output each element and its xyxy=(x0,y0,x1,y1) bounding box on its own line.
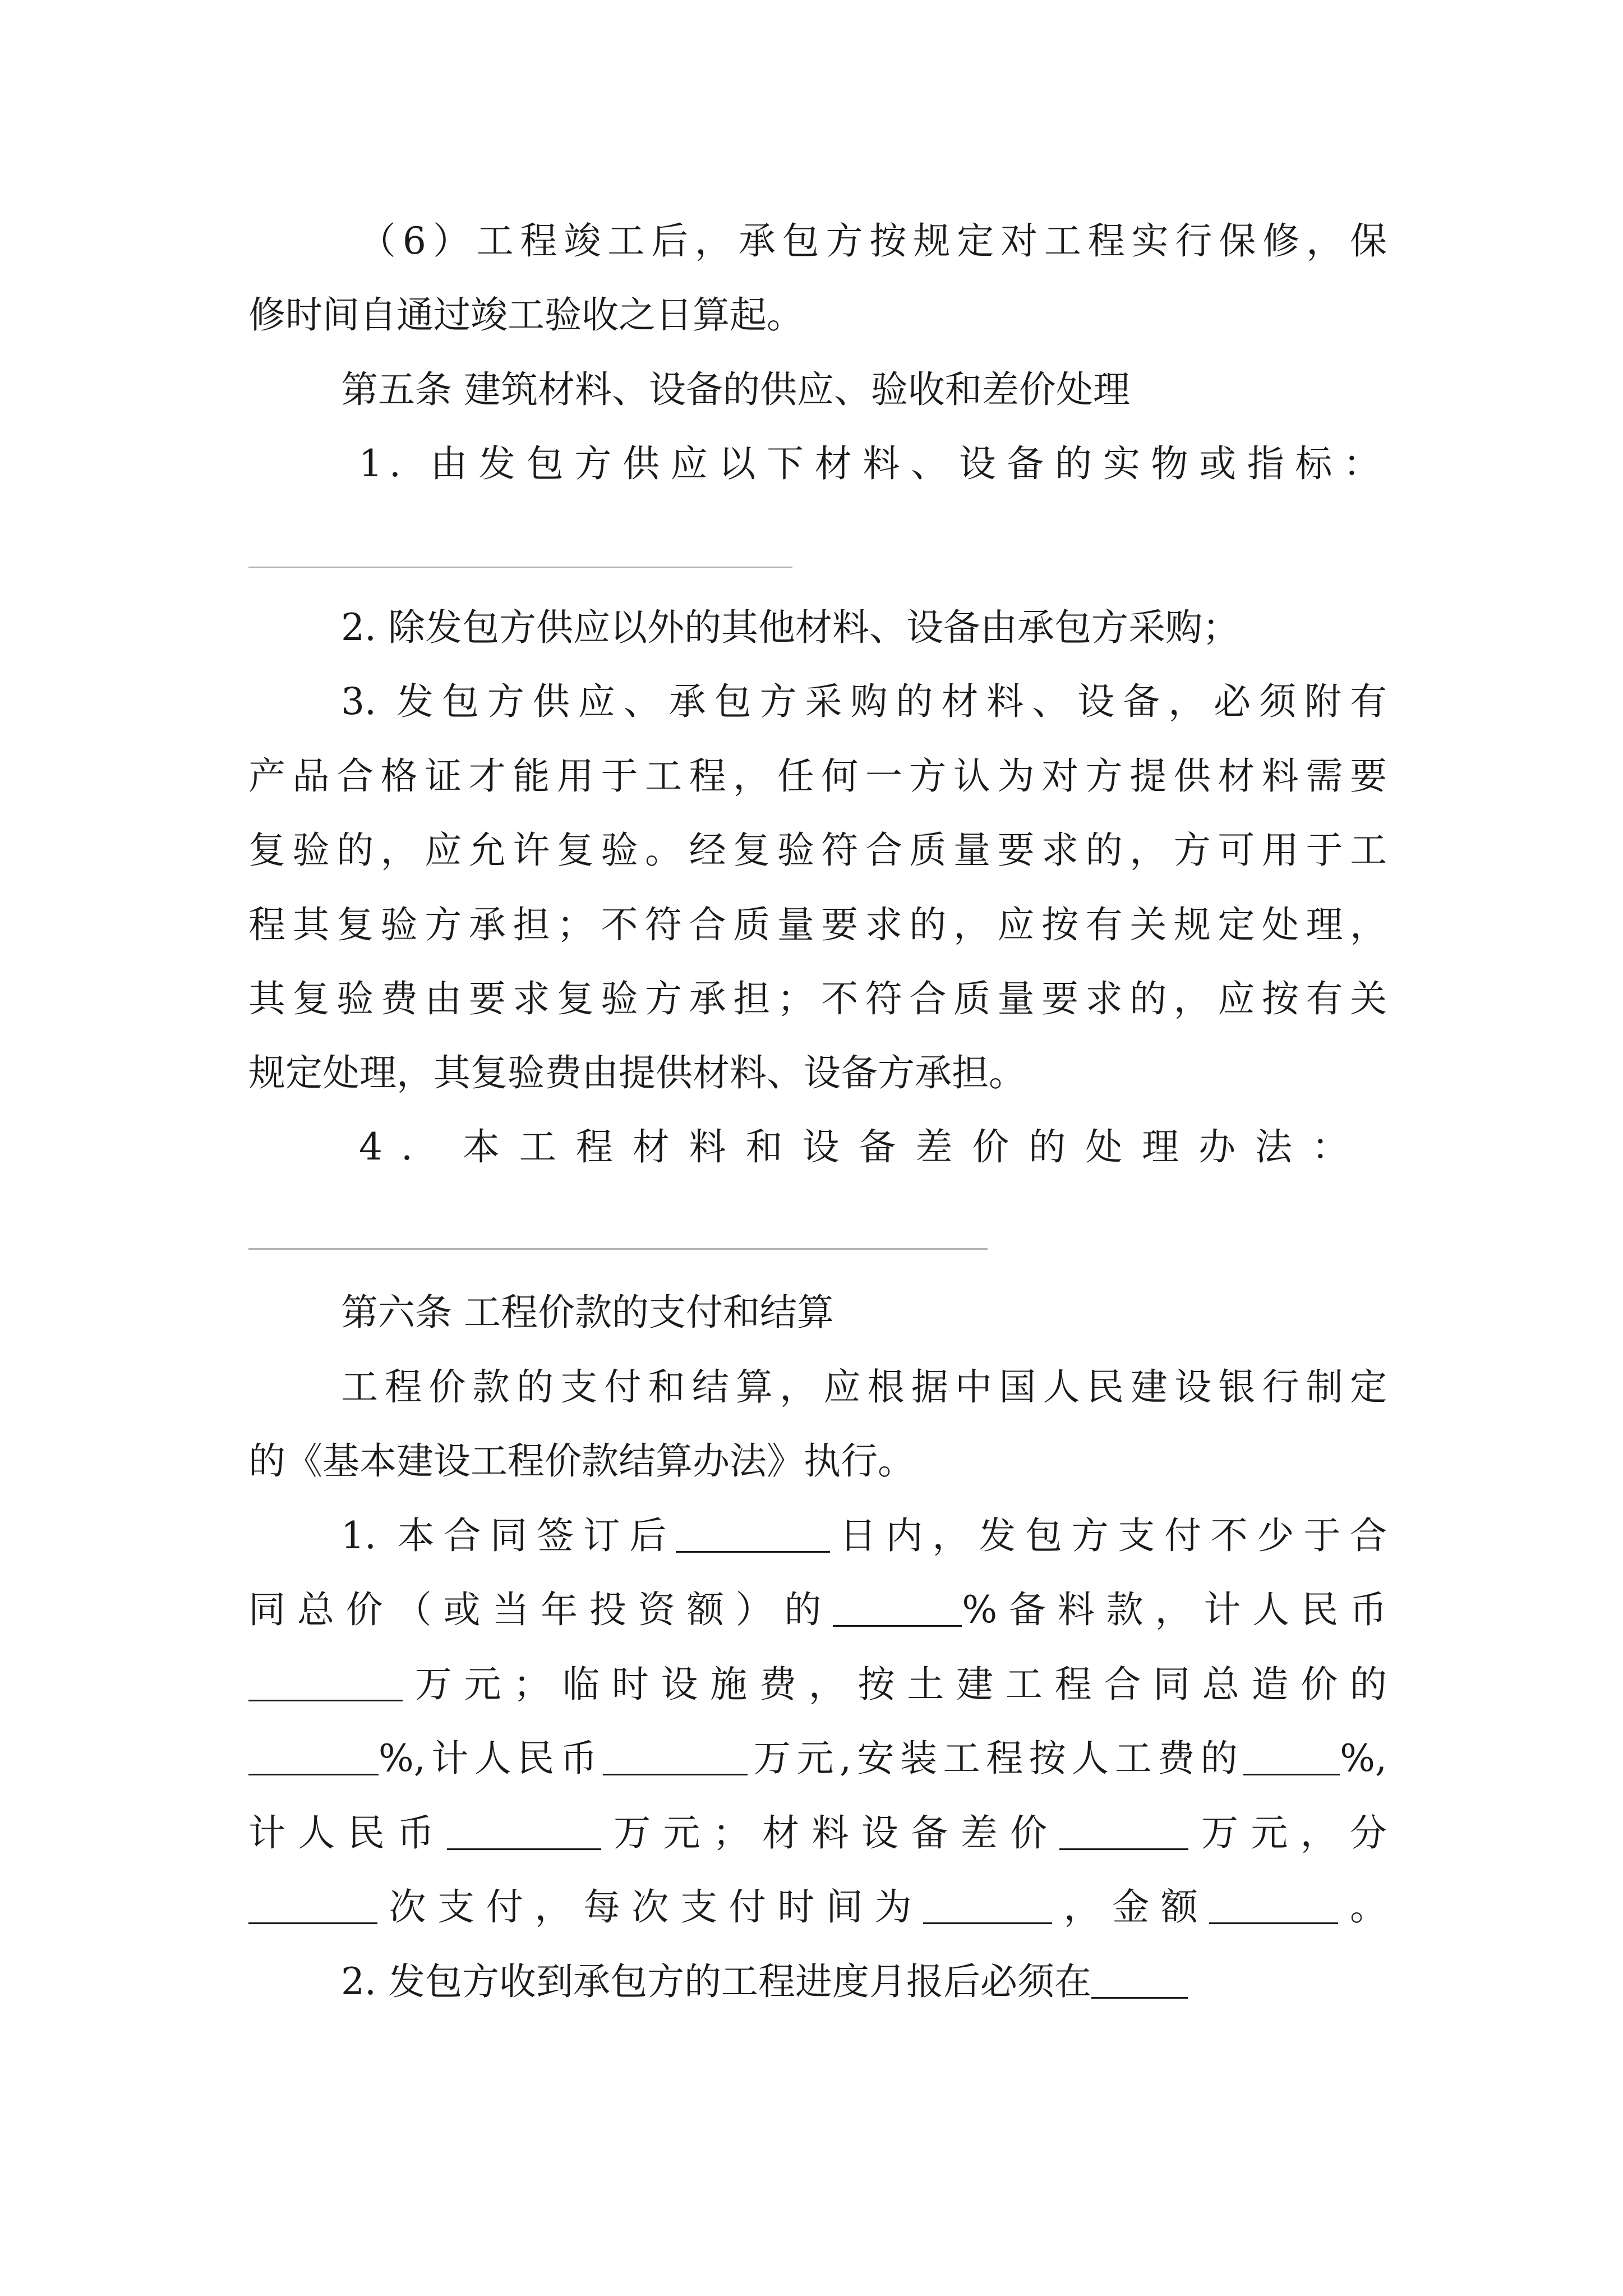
clause-text: 万元,安装工程按人工费的 xyxy=(748,1737,1244,1780)
article-heading: 第五条 建筑材料、设备的供应、验收和差价处理 xyxy=(341,368,1130,411)
paragraph-line: 1. 由发包方供应以下材料、设备的实物或指标： xyxy=(359,442,1387,485)
blank-field xyxy=(1059,1809,1188,1850)
clause-text: 日内，发包方支付不少于合 xyxy=(830,1514,1387,1557)
blank-field xyxy=(676,1512,830,1553)
blank-field xyxy=(1243,1734,1340,1775)
blank-field xyxy=(1209,1883,1338,1924)
paragraph-line: 其复验费由要求复验方承担；不符合质量要求的，应按有关 xyxy=(248,977,1387,1020)
payment-clause-line xyxy=(248,1654,1387,1715)
paragraph-line: 程其复验方承担；不符合质量要求的，应按有关规定处理， xyxy=(248,903,1387,946)
clause-text: %,计人民币 xyxy=(379,1737,603,1780)
clause-text: 万元；临时设施费，按土建工程合同总造价的 xyxy=(403,1663,1387,1706)
blank-field xyxy=(248,1660,403,1701)
blank-field xyxy=(447,1809,601,1850)
paragraph-line: 的《基本建设工程价款结算办法》执行。 xyxy=(248,1439,915,1483)
payment-clause-line xyxy=(248,1579,1387,1641)
paragraph-line: 产品合格证才能用于工程，任何一方认为对方提供材料需要 xyxy=(248,754,1387,798)
blank-fill-line xyxy=(248,1248,988,1250)
clause-text: 万元，分 xyxy=(1188,1811,1387,1855)
clause-text: %, xyxy=(1340,1737,1387,1780)
clause-text: 万元；材料设备差价 xyxy=(601,1811,1060,1855)
blank-field xyxy=(833,1586,962,1627)
paragraph-line: 复验的，应允许复验。经复验符合质量要求的，方可用于工 xyxy=(248,829,1387,872)
payment-clause-line xyxy=(341,1951,1387,2013)
paragraph-line: 4. 本工程材料和设备差价的处理办法： xyxy=(359,1125,1367,1168)
clause-text: 同总价（或当年投资额）的 xyxy=(248,1588,833,1631)
blank-field xyxy=(248,1883,377,1924)
paragraph-line: 3. 发包方供应、承包方采购的材料、设备，必须附有 xyxy=(341,680,1387,723)
clause-text: ，金额 xyxy=(1052,1885,1210,1929)
clause-text: 1. 本合同签订后 xyxy=(341,1514,676,1557)
payment-clause-line xyxy=(248,1876,1387,1938)
clause-text: 计人民币 xyxy=(248,1811,447,1855)
paragraph-line: 2. 除发包方供应以外的其他材料、设备由承包方采购； xyxy=(341,606,1239,649)
payment-clause-line xyxy=(248,1802,1387,1864)
clause-text: 。 xyxy=(1338,1885,1387,1929)
paragraph-line: 工程价款的支付和结算，应根据中国人民建设银行制定 xyxy=(341,1365,1387,1409)
payment-clause-line xyxy=(341,1505,1387,1567)
blank-fill-line xyxy=(248,567,792,568)
payment-clause-line xyxy=(248,1728,1387,1789)
article-heading: 第六条 工程价款的支付和结算 xyxy=(341,1291,834,1334)
clause-text: 2. 发包方收到承包方的工程进度月报后必须在 xyxy=(341,1960,1091,2003)
blank-field xyxy=(603,1734,748,1775)
paragraph-line: 规定处理，其复验费由提供材料、设备方承担。 xyxy=(248,1051,1026,1094)
paragraph-line: （6）工程竣工后，承包方按规定对工程实行保修，保 xyxy=(359,219,1387,263)
clause-text: 次支付，每次支付时间为 xyxy=(377,1885,924,1929)
blank-field xyxy=(248,1734,379,1775)
blank-field xyxy=(1091,1958,1188,1999)
clause-text: %备料款，计人民币 xyxy=(962,1588,1387,1631)
blank-field xyxy=(923,1883,1052,1924)
paragraph-line: 修时间自通过竣工验收之日算起。 xyxy=(248,293,804,337)
